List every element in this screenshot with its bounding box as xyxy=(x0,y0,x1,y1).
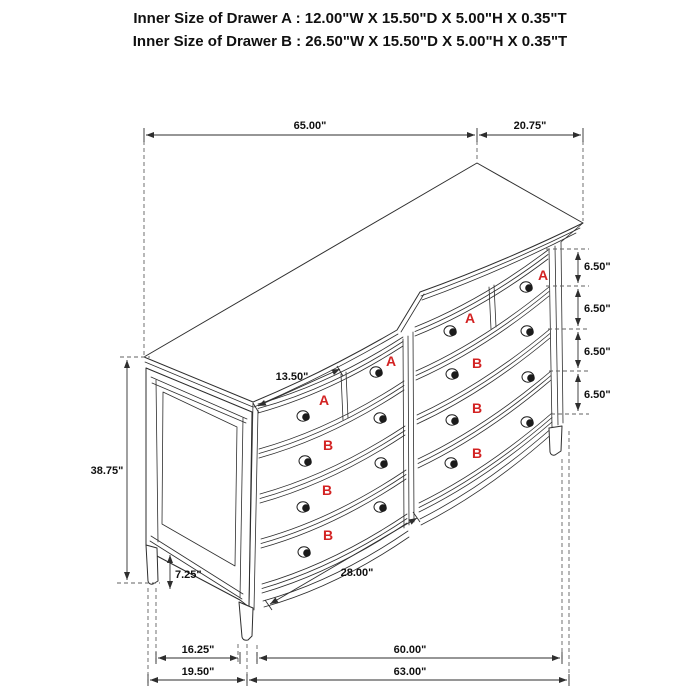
drawer-a-width-value: 13.50" xyxy=(275,371,309,383)
base-width-inner-value: 60.00" xyxy=(393,644,427,656)
top-width-value: 65.00" xyxy=(293,120,327,132)
drawer-label: B xyxy=(322,437,334,453)
top-surface xyxy=(144,163,583,412)
base-width-overall-value: 63.00" xyxy=(393,666,427,678)
drawer-label: B xyxy=(322,527,334,543)
top-depth-value: 20.75" xyxy=(513,120,547,132)
drawer-label: B xyxy=(471,355,483,371)
drawer-height-value: 6.50" xyxy=(584,389,611,401)
drawer-label: B xyxy=(471,400,483,416)
knob xyxy=(374,413,387,423)
knob xyxy=(444,326,457,336)
side-panel xyxy=(146,368,253,640)
knob xyxy=(446,369,459,379)
knob xyxy=(297,502,310,512)
drawer-b-width-value: 28.00" xyxy=(340,567,374,579)
knob xyxy=(375,458,388,468)
drawer-label: A xyxy=(537,267,549,283)
drawer-label: B xyxy=(471,445,483,461)
knob xyxy=(520,282,533,292)
knob xyxy=(299,456,312,466)
drawer-label: A xyxy=(318,392,330,408)
front-right-leg xyxy=(549,426,562,455)
knob xyxy=(297,411,310,421)
title-block xyxy=(133,10,567,50)
knob xyxy=(446,415,459,425)
knob xyxy=(521,326,534,336)
knob xyxy=(374,502,387,512)
back-left-leg xyxy=(146,545,158,584)
drawer-height-value: 6.50" xyxy=(584,261,611,273)
knob xyxy=(298,547,311,557)
front-left-leg xyxy=(239,602,253,640)
drawer-a-inner-size-text: Inner Size of Drawer A : 12.00"W X 15.50"D X 5.00"H X 0.35"T xyxy=(133,10,567,27)
knob xyxy=(445,458,458,468)
leg-height-value: 7.25" xyxy=(175,569,202,581)
drawer-label: B xyxy=(321,482,333,498)
drawer-label: A xyxy=(464,310,476,326)
overall-height-value: 38.75" xyxy=(90,465,124,477)
knob xyxy=(522,372,535,382)
drawer-height-value: 6.50" xyxy=(584,303,611,315)
drawer-b-inner-size-text: Inner Size of Drawer B : 26.50"W X 15.50"D X 5.00"H X 0.35"T xyxy=(132,33,568,50)
knob xyxy=(370,367,383,377)
drawer-height-value: 6.50" xyxy=(584,346,611,358)
base-depth-inner-value: 16.25" xyxy=(181,644,215,656)
knob xyxy=(521,417,534,427)
drawer-label: A xyxy=(385,353,397,369)
base-depth-overall-value: 19.50" xyxy=(181,666,215,678)
